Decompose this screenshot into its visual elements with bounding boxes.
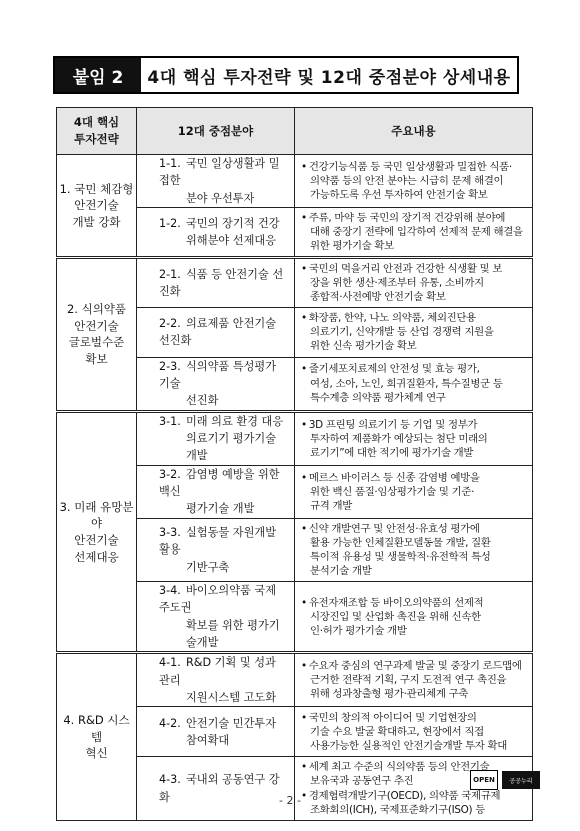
focus-area-number: 1-1.	[159, 157, 181, 170]
table-row	[57, 258, 533, 308]
focus-area-title: 3-3. 실험동물 자원개발 활용	[159, 525, 277, 557]
focus-area-title-cont: 참여확대	[186, 733, 230, 747]
content-line: 의약품 등의 안전 분야는 시급히 문제 해결이	[310, 175, 504, 188]
strategy-name-line: 안전기술	[74, 318, 119, 333]
focus-area-number: 3-3.	[159, 525, 181, 539]
focus-area-cell	[137, 155, 295, 208]
focus-area-number: 3-2.	[159, 467, 181, 481]
content-line: • 국민의 먹을거리 안전과 건강한 식생활 및 보	[301, 263, 503, 276]
content-cell	[295, 653, 533, 707]
content-cell	[295, 357, 533, 411]
content-line: 특수계층 의약품 평가체계 연구	[310, 391, 446, 404]
strategy-name-line: 글로벌수준	[68, 335, 125, 350]
content-cell	[295, 581, 533, 652]
focus-area-number: 4-2.	[159, 716, 181, 730]
open-icon: OPEN	[470, 770, 498, 790]
focus-area-cell	[137, 411, 295, 465]
content-line: 위한 신속 평가기술 확보	[310, 340, 417, 353]
content-line: 여성, 소아, 노인, 희귀질환자, 특수질병군 등	[310, 377, 503, 390]
focus-area-title-cont: 평가기술 개발	[186, 502, 255, 516]
strategy-table	[56, 107, 533, 821]
content-line: • 유전자재조합 등 바이오의약품의 선제적	[301, 596, 484, 609]
focus-area-cell	[137, 308, 295, 357]
content-line: 대해 중장기 전략에 입각하여 선제적 문제 해결을	[310, 226, 523, 239]
bullet-icon: •	[301, 418, 307, 431]
focus-area-number: 4-1.	[159, 656, 181, 670]
content-line: • 세계 최고 수준의 식의약품 등의 안전기술	[301, 761, 490, 774]
bullet-icon: •	[301, 471, 307, 484]
content-line: 규격 개발	[310, 499, 352, 512]
content-line: 기술 수요 발굴 확대하고, 현장에서 직접	[310, 725, 484, 738]
focus-area-title: 3-4. 바이오의약품 국제 주도권	[159, 583, 277, 615]
focus-area-cell	[137, 757, 295, 820]
bullet-icon: •	[301, 160, 307, 173]
focus-area-number: 1-2.	[159, 216, 181, 230]
page-title: 4대 핵심 투자전략 및 12대 중점분야 상세내용	[147, 67, 511, 88]
content-bullet	[301, 471, 526, 513]
content-cell	[295, 518, 533, 581]
table-row	[57, 155, 533, 208]
content-bullet	[301, 211, 526, 253]
focus-area-number: 3-1.	[159, 414, 181, 428]
content-line: 인·허가 평가기술 개발	[310, 624, 407, 637]
strategy-name-line: 혁신	[85, 746, 108, 761]
content-bullet	[301, 522, 526, 578]
strategy-name-line: 1. 국민 체감형	[59, 181, 134, 196]
content-line: 료기기”에 대한 적기에 평가기술 개발	[310, 446, 474, 459]
content-line: 위해 성과창출형 평가·관리체계 구축	[310, 688, 469, 701]
strategy-name-line: 2. 식의약품	[66, 302, 127, 317]
content-cell	[295, 707, 533, 757]
focus-area-title: 1-1. 국민 일상생활과 밀접한	[159, 157, 280, 188]
focus-area-number: 2-2.	[159, 317, 181, 331]
focus-area-title-cont: 의료기기 평가기술 개발	[186, 431, 277, 463]
bullet-icon: •	[301, 263, 307, 276]
strategy-name-line: 안전기술	[74, 532, 119, 547]
content-cell	[295, 258, 533, 308]
content-line: • 화장품, 한약, 나노 의약품, 체외진단용	[301, 312, 476, 325]
focus-area-cell	[137, 707, 295, 757]
strategy-name-line: 선제대응	[74, 549, 119, 564]
focus-area-title-cont: 위해분야 선제대응	[186, 234, 277, 248]
focus-area-title: 4-2. 안전기술 민간투자	[159, 717, 276, 730]
focus-area-cell	[137, 653, 295, 707]
focus-area-number: 2-1.	[159, 267, 181, 281]
content-line: • 국민의 창의적 아이디어 및 기업현장의	[301, 711, 477, 724]
content-bullet	[301, 160, 526, 202]
content-line: 분석기술 개발	[310, 564, 372, 577]
focus-area-title: 2-3. 식의약품 특성평가기술	[159, 359, 277, 390]
focus-area-title: 3-1. 미래 의료 환경 대응	[159, 415, 283, 428]
focus-area-title: 1-2. 국민의 장기적 건강	[159, 217, 280, 230]
content-bullet	[301, 418, 526, 460]
content-line: 가능하도록 우선 투자하여 안전기술 확보	[310, 189, 488, 202]
content-line: 투자하여 제품화가 예상되는 첨단 미래의	[310, 432, 488, 445]
content-line: • 경제협력개발기구(OECD), 의약품 국제규제	[301, 789, 501, 802]
content-line: • 수요자 중심의 연구과제 발굴 및 중장기 로드맵에	[301, 660, 522, 673]
strategy-cell	[57, 258, 137, 411]
content-line: • 신약 개발연구 및 안전성·유효성 평가에	[301, 522, 480, 535]
focus-area-title-cont: 분야 우선투자	[186, 191, 255, 205]
content-line: • 3D 프린팅 의료기기 등 기업 및 정부가	[301, 418, 478, 431]
content-line: 장을 위한 생산·제조부터 유통, 소비까지	[310, 277, 484, 290]
focus-area-title: 2-1. 식품 등 안전기술 선진화	[159, 267, 284, 299]
content-line: 활용 가능한 인체질환모델동물 개발, 질환	[310, 536, 491, 549]
bullet-icon: •	[301, 711, 307, 724]
bullet-icon: •	[301, 312, 307, 325]
header-content: 주요내용	[295, 108, 533, 155]
content-cell	[295, 465, 533, 518]
header-area: 12대 중점분야	[137, 108, 295, 155]
strategy-name-line: 4. R&D 시스템	[63, 712, 130, 744]
content-line: 위한 평가기술 확보	[310, 240, 394, 253]
content-line: 보유국과 공동연구 추진	[310, 775, 414, 788]
content-line: 시장진입 및 산업화 촉진을 위해 신속한	[310, 610, 481, 623]
content-bullet	[301, 711, 526, 753]
content-line: • 줄기세포치료제의 안전성 및 효능 평가,	[301, 363, 480, 376]
content-bullet	[301, 262, 526, 304]
focus-area-title-cont: 선진화	[186, 394, 219, 408]
content-bullet	[301, 659, 526, 701]
focus-area-title-cont: 기반구축	[186, 560, 230, 574]
content-line: 사용가능한 실용적인 안전기술개발 투자 확대	[310, 739, 508, 752]
focus-area-number: 2-3.	[159, 359, 181, 373]
content-cell	[295, 308, 533, 357]
focus-area-cell	[137, 258, 295, 308]
strategy-name-line: 확보	[85, 352, 108, 367]
content-line: • 건강기능식품 등 국민 일상생활과 밀접한 식품·	[301, 160, 512, 173]
bullet-icon: •	[301, 522, 307, 535]
focus-area-cell	[137, 208, 295, 258]
attachment-tag: 붙임 2	[55, 58, 141, 92]
bullet-icon: •	[301, 660, 307, 673]
table-header-row	[57, 108, 533, 155]
content-line: 종합적·사전예방 안전기술 확보	[310, 291, 446, 304]
content-line: • 메르스 바이러스 등 신종 감염병 예방을	[301, 471, 480, 484]
table-row	[57, 411, 533, 465]
open-license-logo	[470, 770, 540, 790]
header-strategy: 4대 핵심 투자전략	[57, 108, 137, 155]
focus-area-cell	[137, 581, 295, 652]
content-bullet	[301, 362, 526, 404]
bullet-icon: •	[301, 789, 307, 802]
strategy-cell	[57, 411, 137, 653]
content-line: 의료기기, 신약개발 등 산업 경쟁력 지원을	[310, 326, 494, 339]
focus-area-cell	[137, 357, 295, 411]
focus-area-title: 4-3. 국내외 공동연구 강화	[159, 773, 280, 804]
focus-area-title: 3-2. 감염병 예방을 위한 백신	[159, 467, 280, 499]
focus-area-title: 2-2. 의료제품 안전기술 선진화	[159, 317, 277, 348]
license-badge: 공공누리	[502, 771, 540, 789]
strategy-name-line: 개발 강화	[72, 214, 121, 229]
attachment-title-bar	[53, 56, 519, 94]
content-line: 조화회의(ICH), 국제표준화기구(ISO) 등	[310, 803, 486, 816]
focus-area-title-cont: 지원시스템 고도화	[186, 691, 277, 705]
strategy-cell	[57, 155, 137, 258]
content-cell	[295, 411, 533, 465]
content-cell	[295, 208, 533, 258]
content-line: 근거한 전략적 기획, 구지 도전적 연구 촉진을	[310, 674, 507, 687]
focus-area-number: 3-4.	[159, 583, 181, 597]
bullet-icon: •	[301, 212, 307, 225]
focus-area-cell	[137, 465, 295, 518]
strategy-name-line: 안전기술	[74, 198, 119, 213]
focus-area-cell	[137, 518, 295, 581]
bullet-icon: •	[301, 596, 307, 609]
content-bullet	[301, 311, 526, 353]
content-cell	[295, 155, 533, 208]
content-line: • 주류, 마약 등 국민의 장기적 건강위해 분야에	[301, 212, 506, 225]
focus-area-number: 4-3.	[159, 773, 181, 787]
focus-area-title-cont: 확보를 위한 평가기술개발	[186, 618, 280, 649]
strategy-name-line: 3. 미래 유망분야	[59, 499, 134, 531]
page-number: - 2 -	[279, 794, 301, 807]
content-bullet	[301, 596, 526, 638]
table-row	[57, 653, 533, 707]
bullet-icon: •	[301, 363, 307, 376]
bullet-icon: •	[301, 761, 307, 774]
focus-area-title: 4-1. R&D 기획 및 성과관리	[159, 656, 276, 687]
content-line: 위한 백신 품질·임상평가기술 및 기준·	[310, 485, 475, 498]
content-line: 특이적 유용성 및 생물학적·유전학적 특성	[310, 550, 491, 563]
